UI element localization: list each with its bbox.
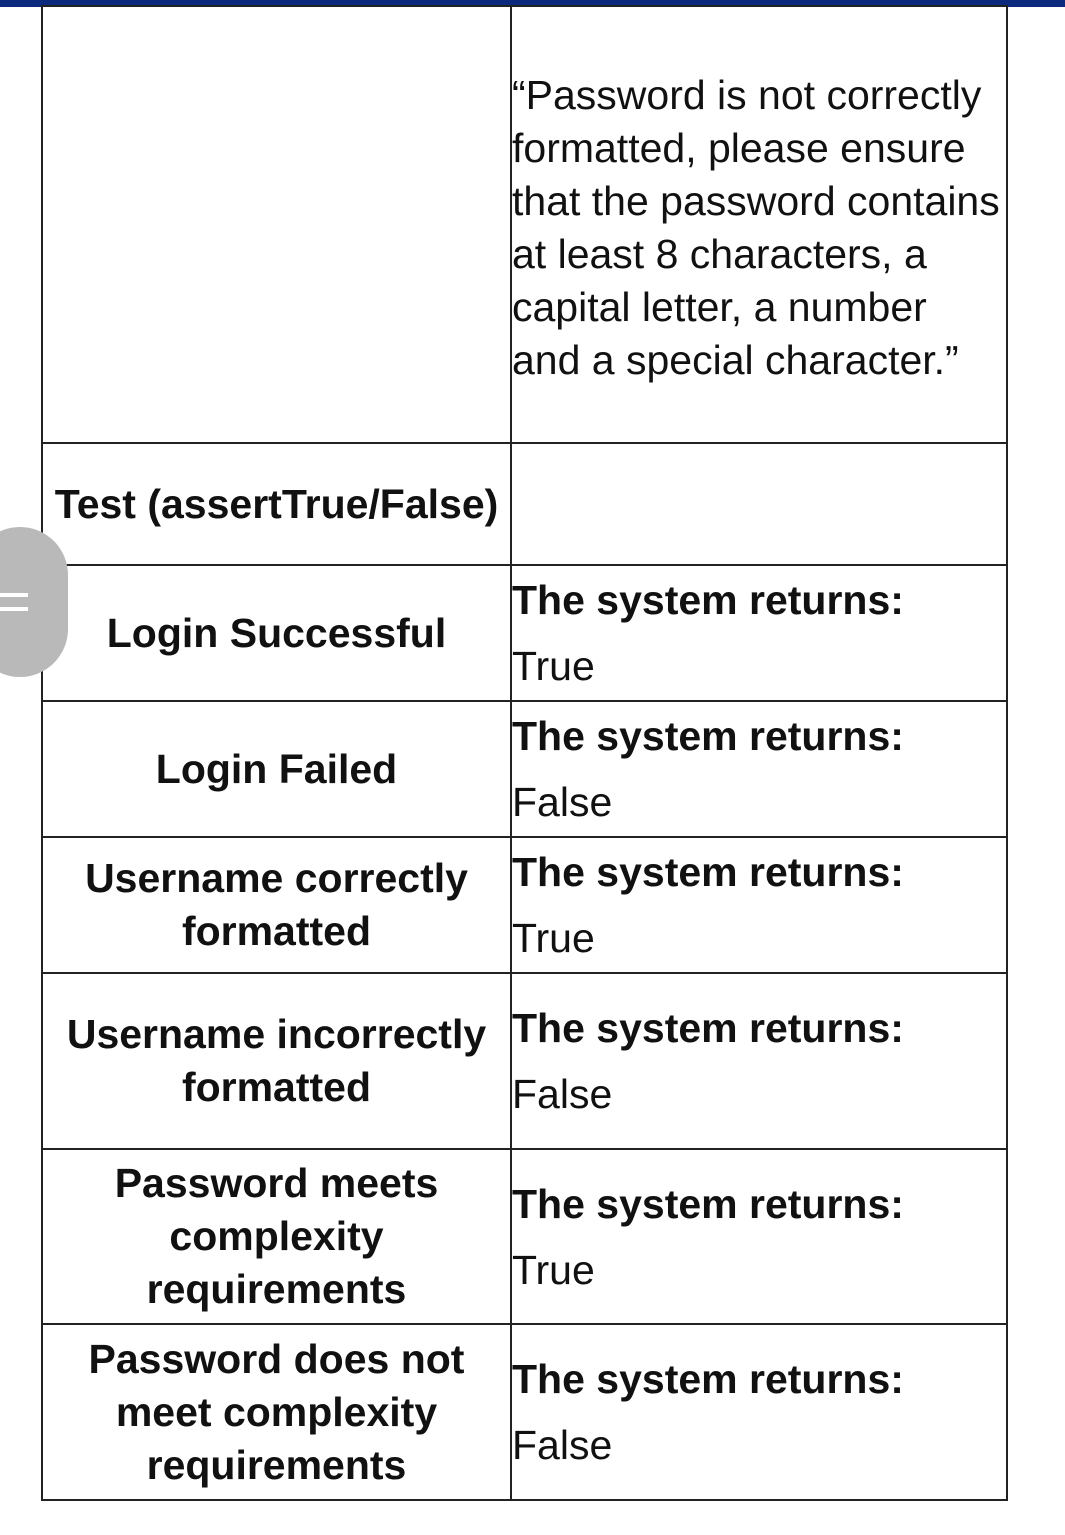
- result-value: False: [512, 1422, 613, 1468]
- error-message-cell: [511, 6, 1007, 443]
- table-row: [42, 565, 1007, 701]
- result-cell: [511, 565, 1007, 701]
- header-empty-cell: [511, 443, 1007, 565]
- test-name-cell: [42, 565, 511, 701]
- result-value: True: [512, 643, 595, 689]
- header-test-cell: [42, 443, 511, 565]
- result-label: The system returns:: [512, 1180, 904, 1227]
- header-test-text: Test (assertTrue/False): [54, 480, 499, 527]
- test-table: [41, 5, 1008, 1501]
- table-row: [42, 701, 1007, 837]
- test-name: Username correctly formatted: [85, 855, 468, 954]
- table-header-row: [42, 443, 1007, 565]
- result-label: The system returns:: [512, 577, 904, 623]
- result-cell: [511, 837, 1007, 973]
- test-name-cell: [42, 973, 511, 1149]
- result-label: The system returns:: [512, 1356, 904, 1402]
- result-label: The system returns:: [512, 849, 904, 895]
- grip-line: [0, 593, 28, 597]
- table-row-continued: [42, 6, 1007, 443]
- result-cell: [511, 1149, 1007, 1324]
- table-row: [42, 973, 1007, 1149]
- result-cell: [511, 973, 1007, 1149]
- result-cell: [511, 1324, 1007, 1500]
- test-name-cell: [42, 837, 511, 973]
- drag-handle-icon[interactable]: [0, 527, 68, 677]
- result-label: The system returns:: [512, 1005, 904, 1051]
- result-value: False: [512, 779, 613, 825]
- result-value: False: [512, 1071, 613, 1117]
- test-name-cell: [42, 1324, 511, 1500]
- table-row: [42, 1149, 1007, 1324]
- empty-left-cell: [42, 6, 511, 443]
- test-name: Login Failed: [155, 745, 398, 792]
- table-row: [42, 837, 1007, 973]
- test-name: Username incorrectly formatted: [66, 1011, 487, 1110]
- test-name: Password meets complexity requirements: [114, 1160, 439, 1312]
- result-value: True: [512, 1246, 595, 1293]
- result-label: The system returns:: [512, 713, 904, 759]
- result-value: True: [512, 915, 595, 961]
- test-name: Password does not meet complexity requirements: [88, 1335, 465, 1488]
- table-row: [42, 1324, 1007, 1500]
- test-name-cell: [42, 1149, 511, 1324]
- grip-line: [0, 607, 28, 611]
- result-cell: [511, 701, 1007, 837]
- test-name-cell: [42, 701, 511, 837]
- test-name: Login Successful: [106, 609, 447, 656]
- error-message-text: “Password is not correctly formatted, please ensure that the password contains at least 8 characters, a capital letter, a number and a special character.”: [512, 71, 1000, 383]
